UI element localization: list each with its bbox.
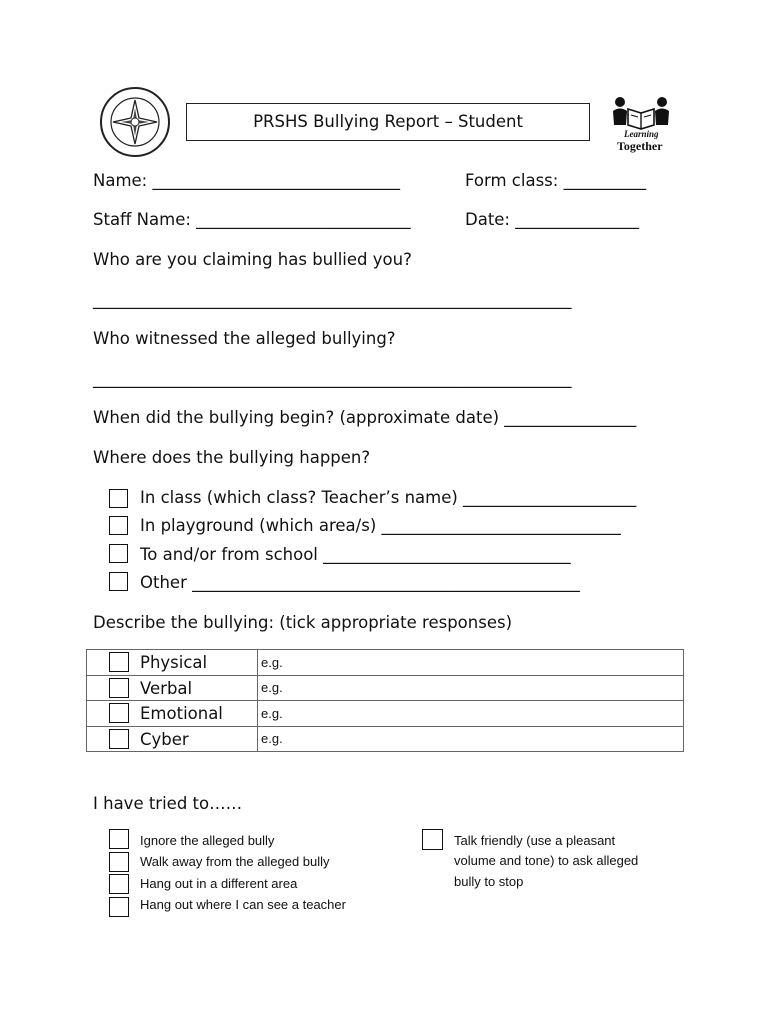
checkbox-other[interactable] <box>109 572 128 591</box>
checkbox-emotional[interactable] <box>109 703 129 723</box>
checkbox-talk-friendly[interactable] <box>422 829 443 850</box>
table-row <box>87 650 684 676</box>
describe-heading: Describe the bullying: (tick appropriate responses) <box>93 613 513 632</box>
logo-word-together: Together <box>617 139 663 153</box>
eg-cell[interactable]: e.g. <box>258 726 684 752</box>
checkbox-to-from-school[interactable] <box>109 544 128 563</box>
eg-cell[interactable]: e.g. <box>258 701 684 727</box>
option-ignore: Ignore the alleged bully <box>140 833 275 848</box>
question-where: Where does the bullying happen? <box>93 448 371 467</box>
tried-heading: I have tried to…… <box>93 794 243 813</box>
logo-word-learning: Learning <box>624 129 659 139</box>
table-row <box>87 675 684 701</box>
option-different-area: Hang out in a different area <box>140 876 298 891</box>
option-to-from-school: To and/or from school ______________________________ <box>140 545 571 564</box>
eg-cell[interactable]: e.g. <box>258 675 684 701</box>
option-talk-friendly-line1: Talk friendly (use a pleasant <box>454 833 616 848</box>
checkbox-see-teacher[interactable] <box>109 897 129 917</box>
question-who-bullied: Who are you claiming has bullied you? <box>93 250 412 269</box>
bullying-type-table <box>86 649 684 752</box>
option-talk-friendly-line2: volume and tone) to ask alleged <box>454 853 639 868</box>
school-logo <box>99 86 171 158</box>
learning-together-logo <box>610 95 672 155</box>
checkbox-physical[interactable] <box>109 652 129 672</box>
checkbox-walk-away[interactable] <box>109 852 129 872</box>
option-walk-away: Walk away from the alleged bully <box>140 854 330 869</box>
question-when-began[interactable]: When did the bullying begin? (approximate date) ________________ <box>93 408 637 427</box>
answer-line-who-bullied[interactable]: __________________________________________________________ <box>93 290 572 309</box>
form-title: PRSHS Bullying Report – Student <box>186 103 590 141</box>
type-label: Verbal <box>140 678 193 698</box>
form-class-field[interactable]: Form class: __________ <box>465 171 647 190</box>
option-talk-friendly-line3: bully to stop <box>454 874 524 889</box>
option-other: Other _______________________________________________ <box>140 573 580 592</box>
checkbox-cyber[interactable] <box>109 729 129 749</box>
checkbox-in-class[interactable] <box>109 489 128 508</box>
type-label: Physical <box>140 653 208 672</box>
option-playground: In playground (which area/s) _____________________________ <box>140 516 621 535</box>
name-field[interactable]: Name: ______________________________ <box>93 171 400 190</box>
type-label: Emotional <box>140 704 223 723</box>
table-row <box>87 701 684 727</box>
checkbox-playground[interactable] <box>109 516 128 535</box>
checkbox-ignore[interactable] <box>109 829 129 849</box>
staff-name-field[interactable]: Staff Name: __________________________ <box>93 210 411 229</box>
date-field[interactable]: Date: _______________ <box>465 210 639 229</box>
checkbox-different-area[interactable] <box>109 874 129 894</box>
eg-cell[interactable]: e.g. <box>258 650 684 676</box>
type-label: Cyber <box>140 729 189 749</box>
option-in-class: In class (which class? Teacher’s name) _____________________ <box>140 488 637 507</box>
option-see-teacher: Hang out where I can see a teacher <box>140 897 346 912</box>
question-witnessed: Who witnessed the alleged bullying? <box>93 329 396 348</box>
table-row <box>87 726 684 752</box>
answer-line-witnessed[interactable]: __________________________________________________________ <box>93 369 572 388</box>
checkbox-verbal[interactable] <box>109 678 129 698</box>
